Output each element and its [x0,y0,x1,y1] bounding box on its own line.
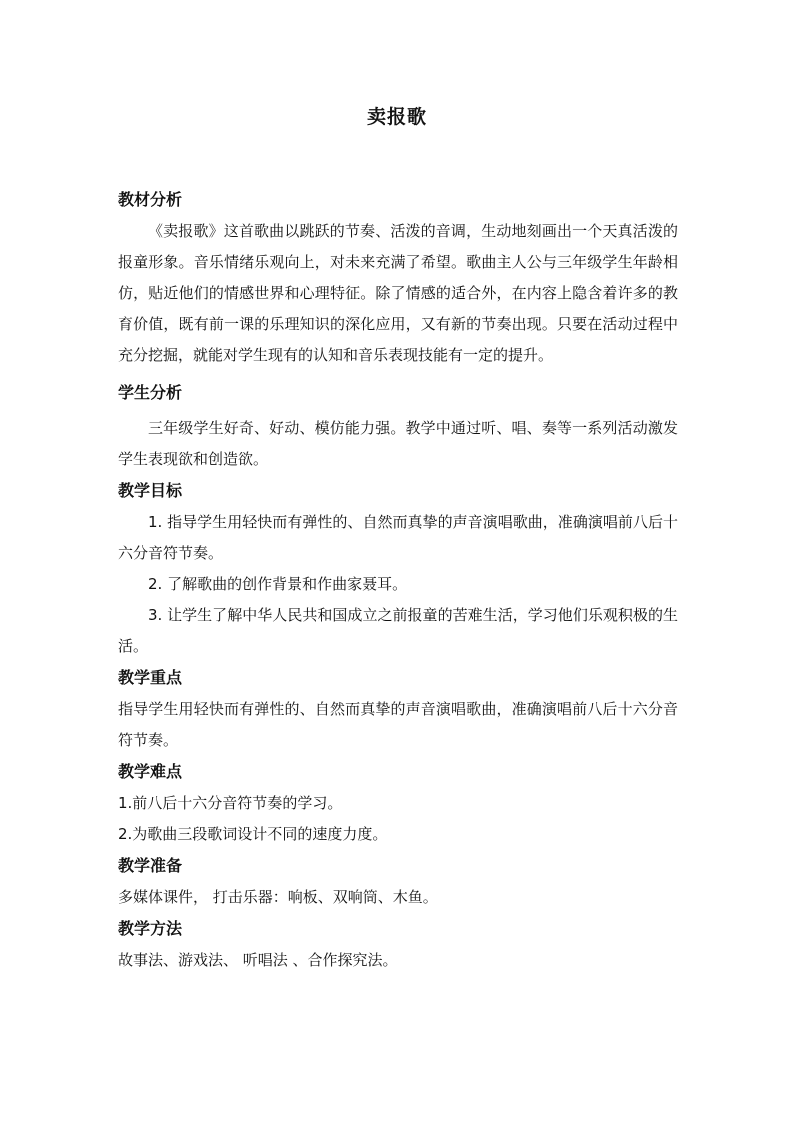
document-title: 卖报歌 [366,106,427,128]
section-heading: 教学准备 [118,856,183,875]
list-item: 2. 了解歌曲的创作背景和作曲家聂耳。 [148,575,408,593]
section-paragraph: 多媒体课件， 打击乐器：响板、双响筒、木鱼。 [118,888,438,906]
section-difficulties [118,756,678,850]
section-key-points [118,662,678,756]
section-paragraph: 三年级学生好奇、好动、模仿能力强。教学中通过听、唱、奏等一系列活动激发学生表现欲和创造欲。 [118,419,678,468]
section-teaching-goals [118,475,678,662]
list-item: 1.前八后十六分音符节奏的学习。 [118,794,343,812]
section-paragraph: 《卖报歌》这首歌曲以跳跃的节奏、活泼的音调，生动地刻画出一个天真活泼的报童形象。音乐情绪乐观向上，对未来充满了希望。歌曲主人公与三年级学生年龄相仿，贴近他们的情感世界和心理特征。除了情感的适合外，在内容上隐含着许多的教育价值，既有前一课的乐理知识的深化应用，又有新的节奏出现。只要在活动过程中充分挖掘，就能对学生现有的认知和音乐表现技能有一定的提升。 [118,222,678,364]
section-preparation [118,850,678,913]
section-paragraph: 故事法、游戏法、 听唱法 、合作探究法。 [118,951,398,969]
section-heading: 教学重点 [118,668,183,687]
list-item: 2.为歌曲三段歌词设计不同的速度力度。 [118,825,388,843]
section-paragraph: 指导学生用轻快而有弹性的、自然而真挚的声音演唱歌曲，准确演唱前八后十六分音符节奏。 [118,700,678,749]
section-heading: 教学方法 [118,919,183,938]
list-item: 1. 指导学生用轻快而有弹性的、自然而真挚的声音演唱歌曲，准确演唱前八后十六分音符节奏。 [118,513,678,562]
section-heading: 教学目标 [118,481,183,500]
section-heading: 教材分析 [118,190,183,209]
section-textbook-analysis [118,184,678,371]
section-student-analysis [118,377,678,475]
section-heading: 学生分析 [118,383,183,402]
section-methods [118,913,678,976]
section-heading: 教学难点 [118,762,183,781]
list-item: 3. 让学生了解中华人民共和国成立之前报童的苦难生活，学习他们乐观积极的生活。 [118,606,678,655]
document-body [118,184,678,976]
